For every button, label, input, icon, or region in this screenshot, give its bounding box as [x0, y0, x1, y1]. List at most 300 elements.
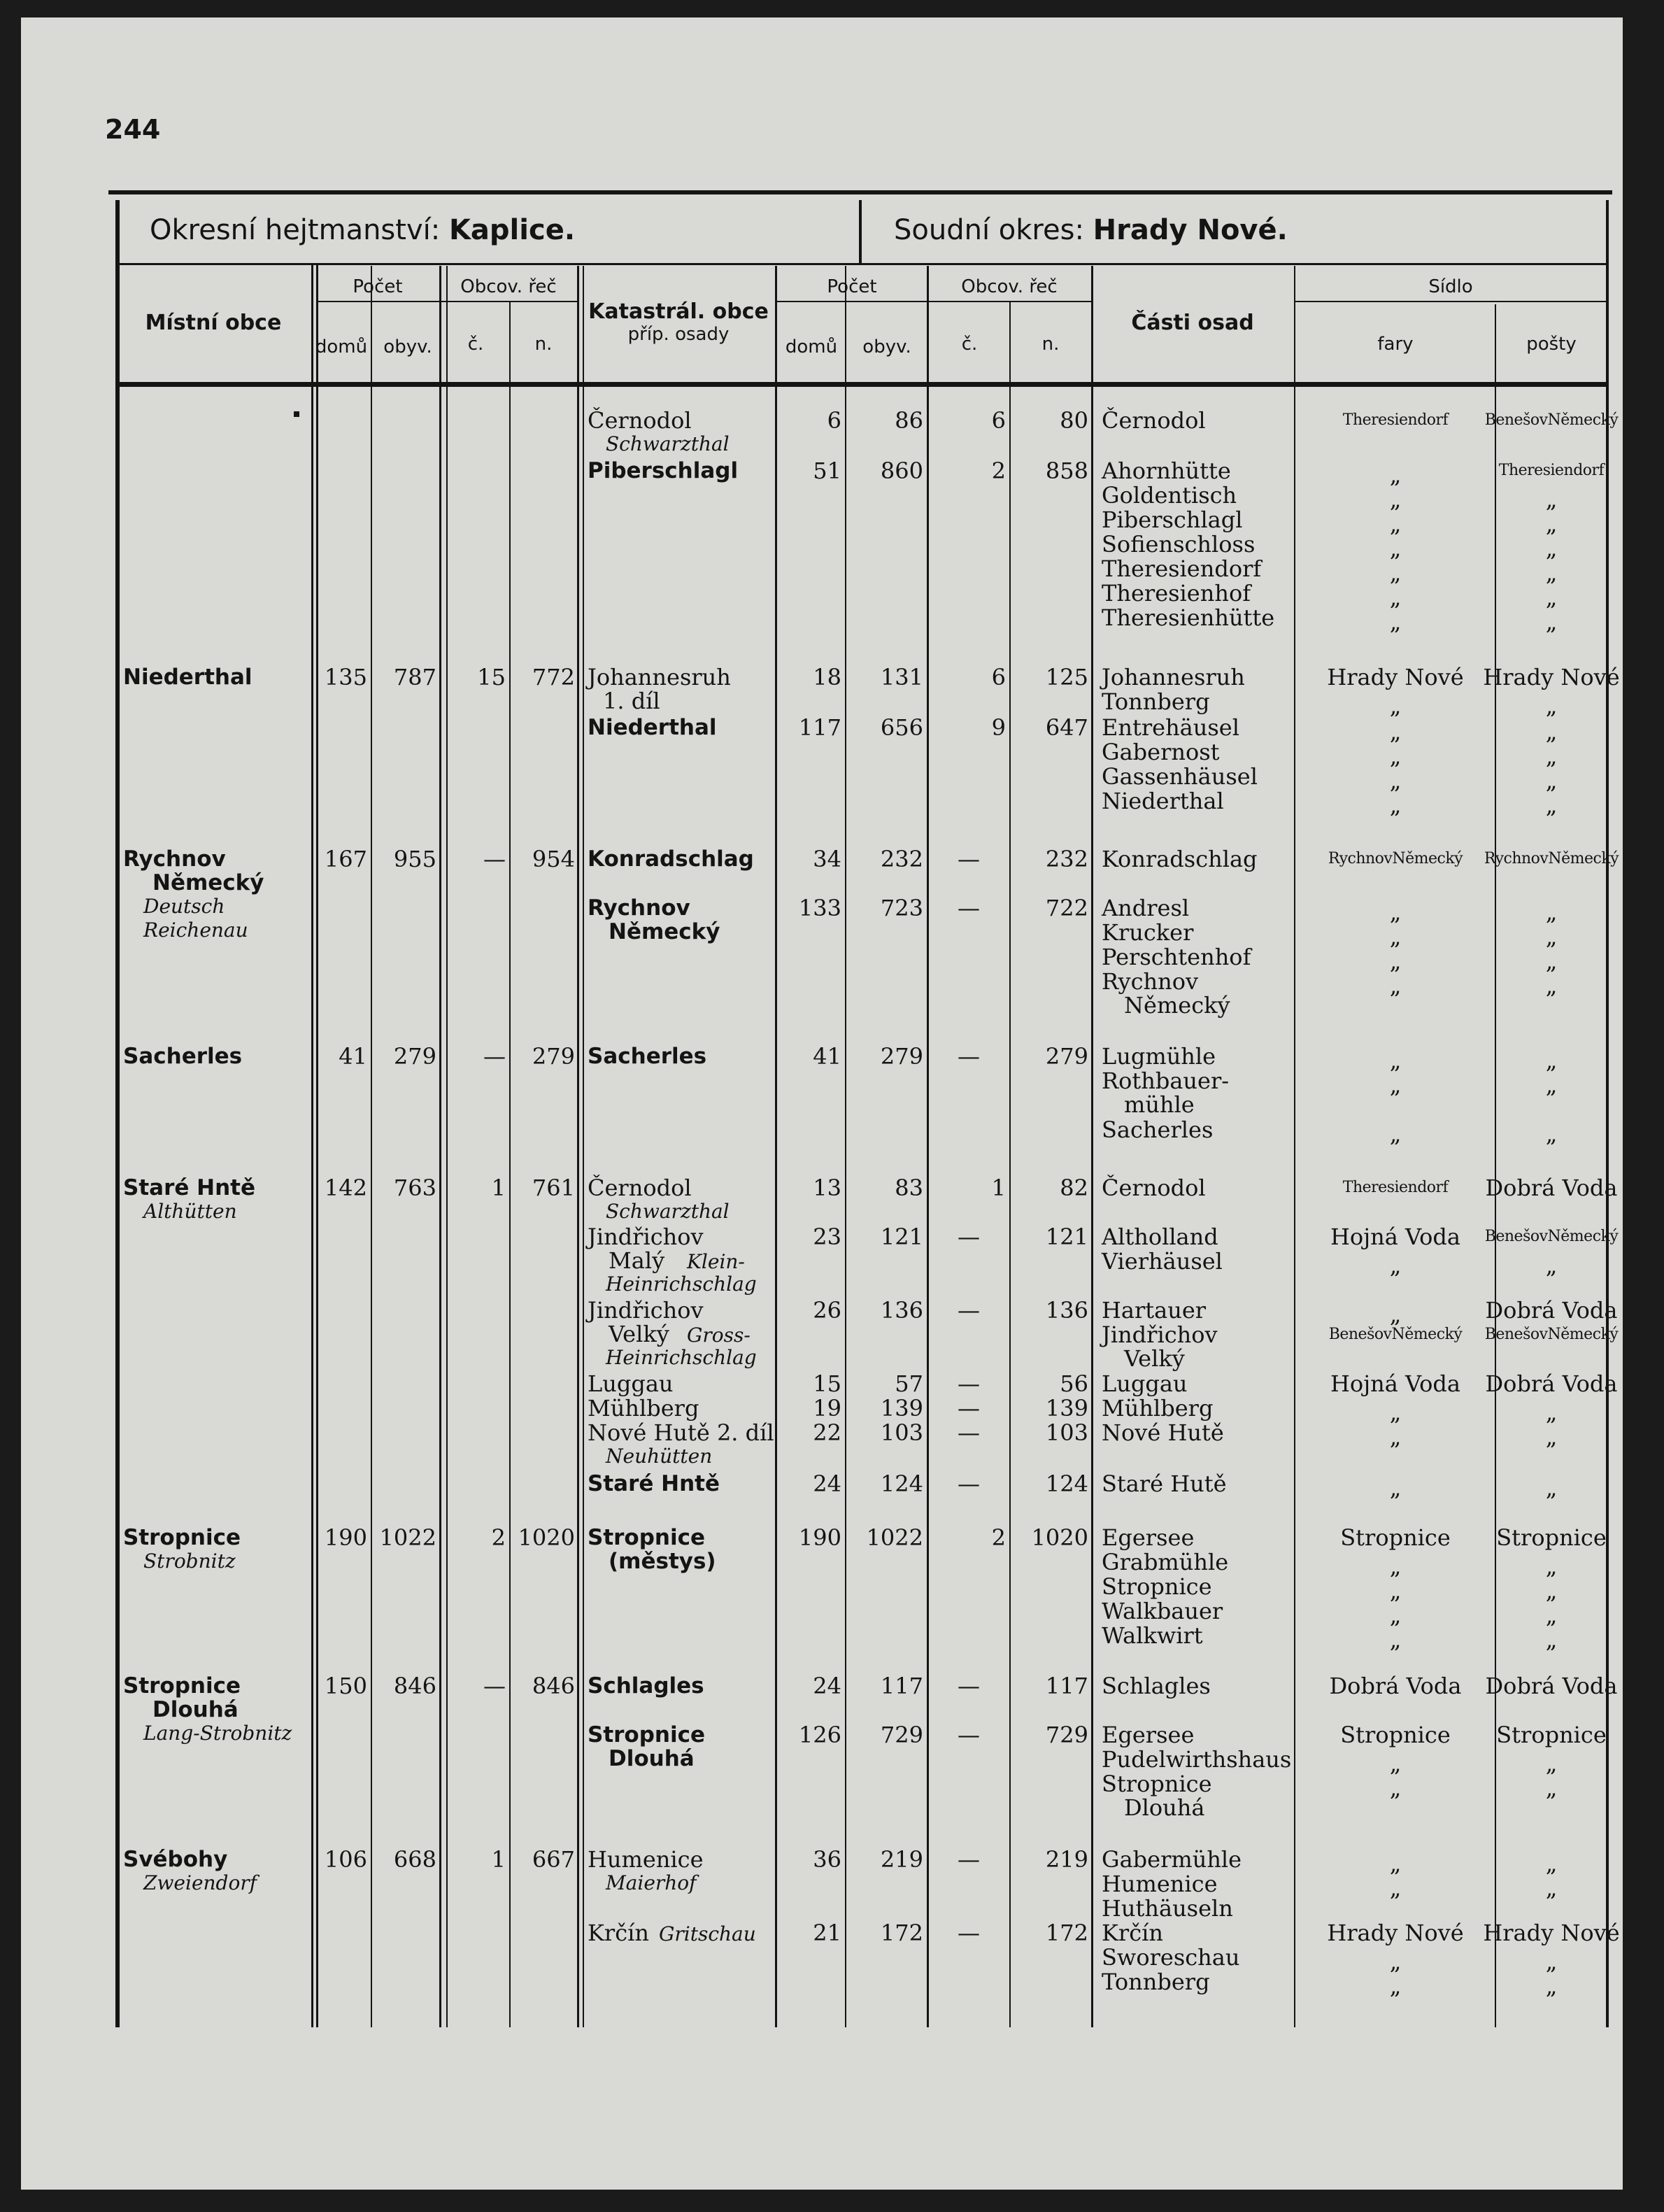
municipality-german: Strobnitz [143, 1550, 236, 1573]
post-office-seat: Hrady Nové [1483, 664, 1620, 690]
post-office-seat: „ [1545, 1553, 1558, 1580]
municipality-german: Deutsch [143, 895, 225, 918]
cadastral-domu: 117 [798, 714, 841, 741]
ink-dot [294, 411, 299, 417]
cadastral-german: Neuhütten [606, 1445, 713, 1468]
post-office-seat: „ [1545, 1252, 1558, 1279]
parish-seat: „ [1389, 899, 1402, 926]
post-office-seat: „ [1545, 1047, 1558, 1074]
col-line-n [577, 266, 579, 2027]
cadastral-name: Stropnice [588, 1525, 706, 1550]
parish-seat: „ [1389, 560, 1402, 586]
cadastral-name: Mühlberg [588, 1395, 699, 1422]
cadastral-c: — [958, 1470, 980, 1497]
col-line-n2 [1091, 266, 1093, 2027]
muni-domu: 150 [324, 1673, 367, 1699]
cadastral-obyv: 860 [880, 458, 923, 484]
settlement-part: Egersee [1102, 1524, 1195, 1551]
cadastral-obyv: 723 [880, 895, 923, 921]
parish-seat: „ [1389, 535, 1402, 562]
parish-seat: Theresiendorf [1342, 411, 1449, 429]
col-line-kat [775, 266, 777, 2027]
header-mistni-obce: Místní obce [145, 311, 282, 335]
cadastral-c: — [958, 1419, 980, 1446]
post-office-seat: RychnovNěmecký [1484, 850, 1619, 867]
cadastral-german: Klein- [687, 1250, 745, 1273]
cadastral-n: 82 [1060, 1175, 1088, 1201]
cadastral-domu: 34 [813, 846, 841, 872]
muni-obyv: 846 [393, 1673, 436, 1699]
top-rule [108, 190, 1612, 194]
cadastral-domu: 18 [813, 664, 841, 690]
cadastral-n: 117 [1045, 1673, 1088, 1699]
cadastral-domu: 13 [813, 1175, 841, 1201]
post-office-seat: BenešovNěmecký [1484, 1228, 1619, 1245]
settlement-part: Vierhäusel [1102, 1248, 1223, 1275]
municipality-name-line2: Německý [152, 870, 264, 895]
court-label: Soudní okres: [894, 214, 1084, 246]
title-underline [115, 263, 1609, 265]
settlement-part: Humenice [1102, 1871, 1218, 1897]
col-line-n-double [583, 266, 584, 2027]
parish-seat: „ [1389, 1301, 1402, 1328]
muni-c: 1 [491, 1175, 506, 1201]
cadastral-c: 1 [991, 1175, 1006, 1201]
cadastral-domu: 21 [813, 1920, 841, 1946]
cadastral-obyv: 1022 [866, 1524, 923, 1551]
cadastral-name-line2: Malý [609, 1247, 665, 1274]
settlement-part: Walkbauer [1102, 1598, 1223, 1624]
post-office-seat: Theresiendorf [1498, 462, 1605, 479]
cadastral-n: 125 [1045, 664, 1088, 690]
parish-seat: Stropnice [1340, 1722, 1451, 1748]
cadastral-obyv: 124 [880, 1470, 923, 1497]
cadastral-domu: 24 [813, 1673, 841, 1699]
post-office-seat: Dobrá Voda [1485, 1297, 1618, 1324]
post-office-seat: „ [1545, 923, 1558, 950]
cadastral-name-line2: Dlouhá [609, 1746, 695, 1771]
cadastral-obyv: 232 [880, 846, 923, 872]
cadastral-domu: 24 [813, 1470, 841, 1497]
cadastral-name: Staré Hntě [588, 1471, 720, 1496]
cadastral-name: Černodol [588, 407, 692, 434]
cadastral-obyv: 136 [880, 1297, 923, 1324]
muni-n: 954 [532, 846, 575, 872]
header-posty: pošty [1526, 334, 1577, 355]
cadastral-german: Schwarzthal [606, 1200, 730, 1223]
cadastral-domu: 51 [813, 458, 841, 484]
header-obyv: obyv. [383, 336, 432, 357]
muni-domu: 41 [339, 1043, 367, 1070]
municipality-name: Svébohy [123, 1847, 228, 1872]
post-office-seat: „ [1545, 948, 1558, 974]
header-fary: fary [1377, 334, 1414, 355]
municipality-name-line2: Dlouhá [152, 1697, 239, 1722]
cadastral-c: — [958, 1297, 980, 1324]
settlement-part: Mühlberg [1102, 1395, 1214, 1422]
col-line-parts [1294, 266, 1295, 2027]
settlement-part: Gabermühle [1102, 1846, 1242, 1873]
parish-seat: „ [1389, 1973, 1402, 1999]
post-office-seat: „ [1545, 511, 1558, 537]
col-line-obyv [439, 266, 441, 2027]
header-rule [115, 382, 1609, 387]
settlement-part: Altholland [1102, 1224, 1218, 1250]
col-line-domu2 [845, 266, 846, 2027]
header-c: č. [467, 334, 484, 355]
post-office-seat: „ [1545, 1775, 1558, 1801]
muni-domu: 190 [324, 1524, 367, 1551]
parish-seat: „ [1389, 462, 1402, 488]
cadastral-c: — [958, 1920, 980, 1946]
cadastral-name: Konradschlag [588, 846, 754, 872]
cadastral-name: Krčín [588, 1920, 649, 1946]
settlement-part: Piberschlagl [1102, 506, 1243, 533]
post-office-seat: „ [1545, 1850, 1558, 1877]
municipality-german: Zweiendorf [143, 1871, 257, 1894]
parish-seat: BenešovNěmecký [1328, 1326, 1463, 1343]
settlement-part: Schlagles [1102, 1673, 1211, 1699]
settlement-part-line2: mühle [1124, 1091, 1195, 1118]
cadastral-c: — [958, 1224, 980, 1250]
cadastral-c: 2 [991, 458, 1006, 484]
municipality-name: Stropnice [123, 1525, 241, 1550]
parish-seat: „ [1389, 511, 1402, 537]
header-pocet: Počet [353, 276, 403, 297]
post-office-seat: „ [1545, 1948, 1558, 1975]
cadastral-german: Maierhof [606, 1871, 697, 1894]
settlement-part: Andresl [1102, 895, 1190, 921]
cadastral-name-line2: Německý [609, 919, 720, 944]
settlement-part: Krucker [1102, 919, 1194, 946]
post-office-seat: „ [1545, 1399, 1558, 1426]
cadastral-obyv: 103 [880, 1419, 923, 1446]
muni-c: — [483, 846, 506, 872]
post-office-seat: „ [1545, 1121, 1558, 1147]
col-line-mistni-double [316, 263, 318, 2027]
post-office-seat: Stropnice [1496, 1722, 1607, 1748]
cadastral-domu: 23 [813, 1224, 841, 1250]
muni-n: 667 [532, 1846, 575, 1873]
post-office-seat: „ [1545, 535, 1558, 562]
cadastral-name: Humenice [588, 1846, 704, 1873]
page-number: 244 [105, 114, 161, 145]
parish-seat: „ [1389, 693, 1402, 719]
settlement-part-line2: Velký [1124, 1345, 1185, 1372]
parish-seat: „ [1389, 1553, 1402, 1580]
post-office-seat: „ [1545, 743, 1558, 770]
settlement-part: Theresienhütte [1102, 604, 1275, 631]
municipality-name: Sacherles [123, 1044, 243, 1069]
settlement-part: Pudelwirthshaus [1102, 1746, 1292, 1773]
post-office-seat: Dobrá Voda [1485, 1673, 1618, 1699]
parish-seat: „ [1389, 972, 1402, 999]
cadastral-obyv: 219 [880, 1846, 923, 1873]
settlement-part: Rychnov [1102, 968, 1199, 995]
cadastral-name: Černodol [588, 1175, 692, 1201]
settlement-part: Ahornhütte [1102, 458, 1231, 484]
cadastral-obyv: 656 [880, 714, 923, 741]
parish-seat: „ [1389, 486, 1402, 513]
header-n: n. [534, 334, 553, 355]
muni-obyv: 668 [393, 1846, 436, 1873]
muni-obyv: 763 [393, 1175, 436, 1201]
cadastral-domu: 36 [813, 1846, 841, 1873]
parish-seat: „ [1389, 1626, 1402, 1653]
muni-n: 846 [532, 1673, 575, 1699]
post-office-seat: „ [1545, 718, 1558, 745]
settlement-part: Sacherles [1102, 1116, 1214, 1143]
post-office-seat: „ [1545, 560, 1558, 586]
muni-domu: 167 [324, 846, 367, 872]
header-c-2: č. [961, 334, 978, 355]
sidlo-underline [1295, 301, 1606, 302]
municipality-name: Niederthal [123, 665, 253, 690]
cadastral-n: 56 [1060, 1370, 1088, 1397]
cadastral-german: Gritschau [659, 1922, 756, 1945]
parish-seat: „ [1389, 1750, 1402, 1777]
cadastral-name: Piberschlagl [588, 458, 739, 483]
post-office-seat: „ [1545, 1750, 1558, 1777]
cadastral-c: — [958, 1722, 980, 1748]
parish-seat: „ [1389, 1602, 1402, 1629]
cadastral-obyv: 83 [895, 1175, 923, 1201]
cadastral-n: 172 [1045, 1920, 1088, 1946]
post-office-seat: Hrady Nové [1483, 1920, 1620, 1946]
settlement-part: Theresiendorf [1102, 555, 1262, 582]
cadastral-n: 219 [1045, 1846, 1088, 1873]
post-office-seat: „ [1545, 584, 1558, 611]
muni-n: 761 [532, 1175, 575, 1201]
district-title [150, 214, 576, 246]
cadastral-name: Nové Hutě 2. díl [588, 1419, 774, 1446]
cadastral-german: Gross- [687, 1324, 751, 1347]
cadastral-n: 858 [1045, 458, 1088, 484]
post-office-seat: BenešovNěmecký [1484, 411, 1619, 429]
parish-seat: „ [1389, 1475, 1402, 1501]
parish-seat: „ [1389, 1424, 1402, 1450]
district-value: Kaplice. [448, 214, 576, 246]
settlement-part: Gassenhäusel [1102, 763, 1258, 790]
settlement-part: Niederthal [1102, 788, 1224, 814]
col-line-obyv-double [446, 266, 448, 2027]
cadastral-c: — [958, 1370, 980, 1397]
parish-seat: Hojná Voda [1330, 1370, 1460, 1397]
pocet-obcov-underline [317, 301, 579, 302]
settlement-part: Grabmühle [1102, 1549, 1229, 1575]
parish-seat: „ [1389, 1850, 1402, 1877]
header-sidlo: Sídlo [1428, 276, 1473, 297]
settlement-part: Rothbauer- [1102, 1068, 1230, 1094]
parish-seat: „ [1389, 767, 1402, 794]
municipality-german-line2: Reichenau [143, 919, 248, 942]
cadastral-domu: 26 [813, 1297, 841, 1324]
post-office-seat: „ [1545, 899, 1558, 926]
settlement-part: Sofienschloss [1102, 531, 1256, 558]
settlement-part: Krčín [1102, 1920, 1163, 1946]
settlement-part: Černodol [1102, 407, 1206, 434]
cadastral-c: 2 [991, 1524, 1006, 1551]
settlement-part: Lugmühle [1102, 1043, 1216, 1070]
settlement-part: Goldentisch [1102, 482, 1237, 509]
header-katastral: Katastrál. obce [588, 299, 769, 324]
muni-domu: 106 [324, 1846, 367, 1873]
parish-seat: RychnovNěmecký [1328, 850, 1463, 867]
cadastral-n: 139 [1045, 1395, 1088, 1422]
cadastral-name-line2: (městys) [609, 1549, 716, 1574]
parish-seat: „ [1389, 1875, 1402, 1901]
settlement-part: Tonnberg [1102, 1969, 1210, 1995]
post-office-seat: „ [1545, 693, 1558, 719]
post-office-seat: Stropnice [1496, 1524, 1607, 1551]
parish-seat: Hrady Nové [1327, 664, 1464, 690]
settlement-part: Gabernost [1102, 739, 1220, 765]
header-pocet-2: Počet [827, 276, 877, 297]
post-office-seat: „ [1545, 1475, 1558, 1501]
cadastral-domu: 126 [798, 1722, 841, 1748]
settlement-part: Huthäuseln [1102, 1895, 1233, 1922]
cadastral-name: Rychnov [588, 895, 690, 921]
parish-seat: „ [1389, 1072, 1402, 1098]
post-office-seat: BenešovNěmecký [1484, 1326, 1619, 1343]
cadastral-c: 9 [991, 714, 1006, 741]
header-obcov-rec-2: Obcov. řeč [961, 276, 1058, 297]
post-office-seat: „ [1545, 1875, 1558, 1901]
court-title [894, 214, 1288, 246]
muni-domu: 135 [324, 664, 367, 690]
cadastral-c: 6 [991, 664, 1006, 690]
cadastral-obyv: 86 [895, 407, 923, 434]
cadastral-obyv: 57 [895, 1370, 923, 1397]
post-office-seat: „ [1545, 1424, 1558, 1450]
parish-seat: Hojná Voda [1330, 1224, 1460, 1250]
col-line-domu [371, 266, 372, 2027]
parish-seat: „ [1389, 948, 1402, 974]
cadastral-german: Schwarzthal [606, 432, 730, 455]
header-obcov-rec: Obcov. řeč [460, 276, 557, 297]
cadastral-domu: 133 [798, 895, 841, 921]
district-label: Okresní hejtmanství: [150, 214, 441, 246]
header-n-2: n. [1041, 334, 1060, 355]
cadastral-n: 232 [1045, 846, 1088, 872]
post-office-seat: „ [1545, 1973, 1558, 1999]
parish-seat: „ [1389, 1578, 1402, 1604]
muni-obyv: 955 [393, 846, 436, 872]
cadastral-n: 722 [1045, 895, 1088, 921]
cadastral-n: 80 [1060, 407, 1088, 434]
cadastral-c: 6 [991, 407, 1006, 434]
col-line-mistni [311, 263, 313, 2027]
header-obyv-2: obyv. [862, 336, 911, 357]
cadastral-n: 103 [1045, 1419, 1088, 1446]
settlement-part: Černodol [1102, 1175, 1206, 1201]
post-office-seat: „ [1545, 1602, 1558, 1629]
cadastral-n: 729 [1045, 1722, 1088, 1748]
parish-seat: „ [1389, 792, 1402, 818]
cadastral-c: — [958, 1673, 980, 1699]
cadastral-name: Luggau [588, 1370, 674, 1397]
parish-seat: Dobrá Voda [1329, 1673, 1462, 1699]
cadastral-domu: 190 [798, 1524, 841, 1551]
post-office-seat: „ [1545, 767, 1558, 794]
cadastral-domu: 19 [813, 1395, 841, 1422]
municipality-name: Stropnice [123, 1673, 241, 1699]
post-office-seat: „ [1545, 1072, 1558, 1098]
cadastral-n: 124 [1045, 1470, 1088, 1497]
parish-seat: Hrady Nové [1327, 1920, 1464, 1946]
post-office-seat: „ [1545, 486, 1558, 513]
muni-n: 279 [532, 1043, 575, 1070]
parish-seat: „ [1389, 1252, 1402, 1279]
muni-obyv: 279 [393, 1043, 436, 1070]
muni-domu: 142 [324, 1175, 367, 1201]
post-office-seat: „ [1545, 792, 1558, 818]
cadastral-obyv: 121 [880, 1224, 923, 1250]
cadastral-name-line2: Velký [609, 1321, 669, 1347]
header-prip-osady: příp. osady [627, 324, 730, 345]
muni-c: — [483, 1043, 506, 1070]
header-domu: domů [315, 336, 368, 357]
cadastral-obyv: 131 [880, 664, 923, 690]
settlement-part: Hartauer [1102, 1297, 1207, 1324]
municipality-german: Lang-Strobnitz [143, 1722, 292, 1745]
municipality-german: Althütten [143, 1200, 237, 1223]
post-office-seat: Dobrá Voda [1485, 1370, 1618, 1397]
settlement-part: Egersee [1102, 1722, 1195, 1748]
parish-seat: „ [1389, 1948, 1402, 1975]
settlement-part: Perschtenhof [1102, 944, 1251, 970]
settlement-part: Staré Hutě [1102, 1470, 1227, 1497]
parish-seat: „ [1389, 584, 1402, 611]
cadastral-name: Stropnice [588, 1722, 706, 1747]
settlement-part: Jindřichov [1102, 1321, 1218, 1348]
cadastral-n: 279 [1045, 1043, 1088, 1070]
cadastral-c: — [958, 895, 980, 921]
pocet-obcov-underline2 [777, 301, 1092, 302]
cadastral-n: 136 [1045, 1297, 1088, 1324]
settlement-part: Tonnberg [1102, 688, 1210, 715]
settlement-part: Nové Hutě [1102, 1419, 1224, 1446]
parish-seat: „ [1389, 718, 1402, 745]
post-office-seat: „ [1545, 1626, 1558, 1653]
header-casti-osad: Části osad [1131, 311, 1254, 335]
parish-seat: „ [1389, 1399, 1402, 1426]
municipality-name: Staré Hntě [123, 1175, 256, 1200]
cadastral-obyv: 279 [880, 1043, 923, 1070]
muni-n: 1020 [518, 1524, 575, 1551]
settlement-part: Stropnice [1102, 1573, 1212, 1600]
cadastral-name-line2: 1. díl [603, 688, 660, 714]
parish-seat: Theresiendorf [1342, 1179, 1449, 1196]
muni-c: 2 [491, 1524, 506, 1551]
cadastral-name: Jindřichov [588, 1224, 704, 1250]
post-office-seat: Dobrá Voda [1485, 1175, 1618, 1201]
cadastral-n: 1020 [1031, 1524, 1088, 1551]
cadastral-n: 647 [1045, 714, 1088, 741]
court-value: Hrady Nové. [1093, 214, 1288, 246]
settlement-part-line2: Dlouhá [1124, 1794, 1205, 1821]
settlement-part-line2: Německý [1124, 992, 1230, 1019]
col-line-c2 [1009, 301, 1011, 2027]
cadastral-obyv: 139 [880, 1395, 923, 1422]
parish-seat: „ [1389, 609, 1402, 635]
muni-n: 772 [532, 664, 575, 690]
cadastral-c: — [958, 1846, 980, 1873]
parish-seat: „ [1389, 923, 1402, 950]
settlement-part: Theresienhof [1102, 580, 1251, 607]
post-office-seat: „ [1545, 609, 1558, 635]
settlement-part: Luggau [1102, 1370, 1188, 1397]
